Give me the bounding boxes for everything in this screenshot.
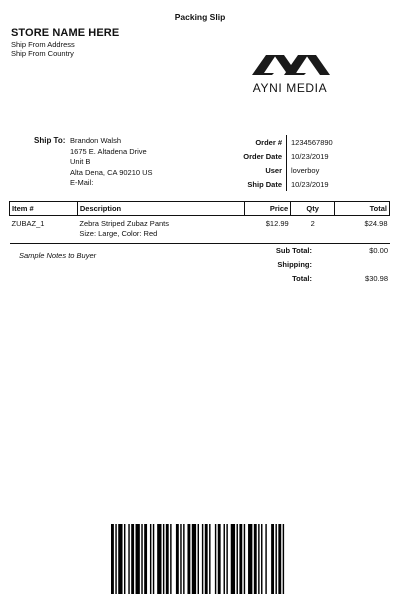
barcode-bar bbox=[111, 524, 114, 594]
item-description-cell bbox=[77, 216, 244, 244]
barcode-bar bbox=[150, 524, 151, 594]
barcode-bar bbox=[166, 524, 169, 594]
barcode-bar bbox=[226, 524, 227, 594]
barcode-bar bbox=[136, 524, 140, 594]
buyer-notes: Sample Notes to Buyer bbox=[19, 251, 97, 260]
barcode-bar bbox=[198, 524, 199, 594]
ship-to-email: E-Mail: bbox=[70, 178, 94, 187]
item-description: Zebra Striped Zubaz Pants bbox=[79, 219, 169, 228]
barcode-bar bbox=[118, 524, 122, 594]
subtotal-row bbox=[240, 243, 388, 257]
barcode-bar bbox=[187, 524, 190, 594]
barcode-bar bbox=[202, 524, 203, 594]
store-name: STORE NAME HERE bbox=[11, 27, 120, 39]
user-label: User bbox=[228, 163, 287, 177]
item-qty: 2 bbox=[291, 216, 335, 244]
totals-table bbox=[240, 243, 388, 285]
grand-total-value: $30.98 bbox=[365, 273, 388, 283]
barcode-bar bbox=[244, 524, 245, 594]
barcode-bar bbox=[215, 524, 216, 594]
barcode-bar bbox=[157, 524, 161, 594]
order-number-value: 1234567890 bbox=[291, 137, 333, 147]
shipping-label: Shipping: bbox=[277, 259, 312, 269]
qty-header: Qty bbox=[291, 202, 335, 216]
document-title: Packing Slip bbox=[174, 12, 226, 22]
barcode-bar bbox=[237, 524, 238, 594]
barcode-bar bbox=[153, 524, 154, 594]
barcode-bar bbox=[254, 524, 257, 594]
ship-date-row bbox=[228, 177, 351, 191]
item-number: ZUBAZ_1 bbox=[10, 216, 78, 244]
barcode-bar bbox=[170, 524, 171, 594]
item-price: $12.99 bbox=[245, 216, 291, 244]
barcode-bar bbox=[183, 524, 184, 594]
barcode-bar bbox=[278, 524, 281, 594]
order-number-label: Order # bbox=[228, 135, 287, 149]
ship-to-street: 1675 E. Altadena Drive bbox=[70, 146, 147, 156]
table-row bbox=[10, 216, 390, 244]
ship-from-address: Ship From Address bbox=[11, 40, 75, 49]
order-date-label: Order Date bbox=[228, 149, 287, 163]
barcode-bar bbox=[176, 524, 179, 594]
barcode-bar bbox=[192, 524, 196, 594]
grand-total-row bbox=[240, 271, 388, 285]
items-header-row bbox=[10, 202, 390, 216]
barcode-bar bbox=[261, 524, 262, 594]
order-info-table bbox=[228, 135, 351, 191]
shipping-value bbox=[312, 257, 388, 271]
barcode-bar bbox=[248, 524, 252, 594]
order-date-row bbox=[228, 149, 351, 163]
ship-to-unit: Unit B bbox=[70, 157, 91, 166]
ship-to-address bbox=[70, 136, 153, 189]
user-row bbox=[228, 163, 351, 177]
barcode-bar bbox=[224, 524, 225, 594]
barcode-bar bbox=[115, 524, 116, 594]
total-header: Total bbox=[335, 202, 390, 216]
item-number-header: Item # bbox=[10, 202, 78, 216]
barcode-bar bbox=[275, 524, 276, 594]
item-options: Size: Large, Color: Red bbox=[79, 229, 158, 238]
barcode-bar bbox=[239, 524, 242, 594]
order-date-value: 10/23/2019 bbox=[291, 151, 329, 161]
barcode-bar bbox=[141, 524, 142, 594]
ship-to-name: Brandon Walsh bbox=[70, 136, 121, 145]
ship-to-label: Ship To: bbox=[34, 136, 66, 145]
barcode-bar bbox=[283, 524, 284, 594]
user-value: loverboy bbox=[291, 165, 320, 175]
barcode-bar bbox=[271, 524, 274, 594]
barcode-bar bbox=[124, 524, 125, 594]
shipping-row bbox=[240, 257, 388, 271]
order-number-row bbox=[228, 135, 351, 149]
barcode-bar bbox=[258, 524, 259, 594]
barcode-bar bbox=[265, 524, 266, 594]
barcode-bar bbox=[209, 524, 210, 594]
grand-total-label: Total: bbox=[292, 273, 312, 283]
items-table bbox=[9, 201, 390, 244]
ship-date-label: Ship Date bbox=[228, 177, 287, 191]
ship-date-value: 10/23/2019 bbox=[291, 179, 329, 189]
subtotal-label: Sub Total: bbox=[275, 245, 312, 255]
barcode-bar bbox=[180, 524, 181, 594]
barcode-bar bbox=[131, 524, 134, 594]
barcode-bar bbox=[231, 524, 235, 594]
barcode-bar bbox=[144, 524, 147, 594]
description-header: Description bbox=[77, 202, 244, 216]
logo-text: AYNI MEDIA bbox=[252, 81, 328, 95]
barcode-bar bbox=[128, 524, 129, 594]
subtotal-value: $0.00 bbox=[369, 245, 388, 255]
barcode-bar bbox=[205, 524, 208, 594]
ship-from-country: Ship From Country bbox=[11, 49, 74, 58]
barcode-icon bbox=[111, 524, 287, 594]
item-total: $24.98 bbox=[335, 216, 390, 244]
barcode-bar bbox=[218, 524, 221, 594]
price-header: Price bbox=[245, 202, 291, 216]
barcode-bar bbox=[163, 524, 164, 594]
ship-to-city: Alta Dena, CA 90210 US bbox=[70, 167, 153, 177]
